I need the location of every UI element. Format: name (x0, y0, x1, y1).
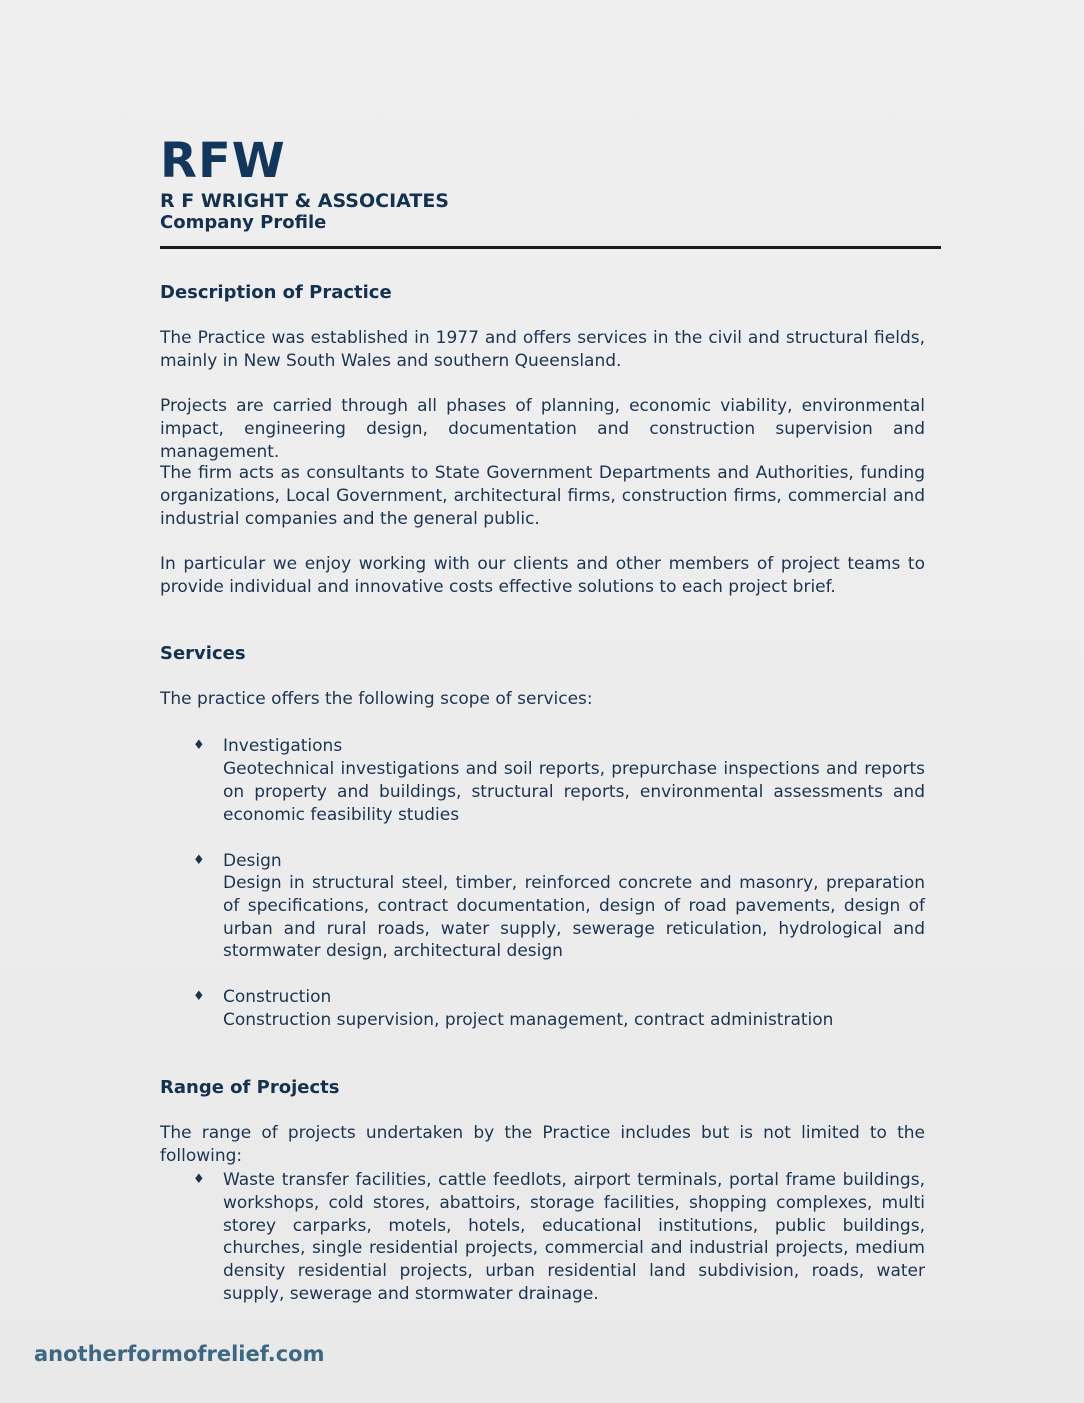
description-paragraph: In particular we enjoy working with our clients and other members of project teams to provide individual and innovative costs effective solutions to each project brief. (160, 554, 925, 597)
projects-intro: The range of projects undertaken by the Practice includes but is not limited to the following: (160, 1123, 925, 1166)
company-name: R F WRIGHT & ASSOCIATES (160, 190, 449, 212)
description-paragraph: The firm acts as consultants to State Government Departments and Authorities, funding organizations, Local Government, architectural firms, construction firms, commercial and industrial companies and the general public. (160, 463, 925, 529)
service-title: Investigations (223, 736, 343, 756)
description-paragraph: Projects are carried through all phases of planning, economic viability, environmental impact, engineering design, documentation and construction supervision and management. (160, 396, 925, 462)
service-description: Construction supervision, project management, contract administration (223, 1010, 834, 1030)
bullet-diamond-icon: ♦ (193, 738, 205, 753)
bullet-diamond-icon: ♦ (193, 1172, 205, 1187)
service-title: Design (223, 851, 282, 871)
watermark-text: anotherformofrelief.com (34, 1342, 325, 1366)
projects-heading: Range of Projects (160, 1077, 340, 1098)
bullet-diamond-icon: ♦ (193, 989, 205, 1004)
header-divider (160, 246, 941, 249)
service-description: Geotechnical investigations and soil reports, prepurchase inspections and reports on property and buildings, structural reports, environmental assessments and economic feasibility studies (223, 759, 925, 825)
company-logo: RFW (160, 133, 286, 189)
description-heading: Description of Practice (160, 282, 392, 303)
service-description: Design in structural steel, timber, reinforced concrete and masonry, preparation of specifications, contract documentation, design of road pavements, design of urban and rural roads, water supply, sewerage reticulation, hydrological and stormwater design, architectural design (223, 873, 925, 962)
service-title: Construction (223, 987, 332, 1007)
project-list-item: Waste transfer facilities, cattle feedlots, airport terminals, portal frame buildings, workshops, cold stores, abattoirs, storage facilities, shopping complexes, multi storey carparks, motels, hotels, educational institutions, public buildings, churches, single residential projects, commercial and industrial projects, medium density residential projects, urban residential land subdivision, roads, water supply, sewerage and stormwater drainage. (223, 1170, 925, 1304)
description-paragraph: The Practice was established in 1977 and offers services in the civil and structural fields, mainly in New South Wales and southern Queensland. (160, 328, 925, 371)
document-subtitle: Company Profile (160, 212, 327, 233)
services-intro: The practice offers the following scope of services: (160, 689, 593, 709)
services-heading: Services (160, 643, 246, 664)
bullet-diamond-icon: ♦ (193, 853, 205, 868)
document-header (160, 135, 925, 234)
